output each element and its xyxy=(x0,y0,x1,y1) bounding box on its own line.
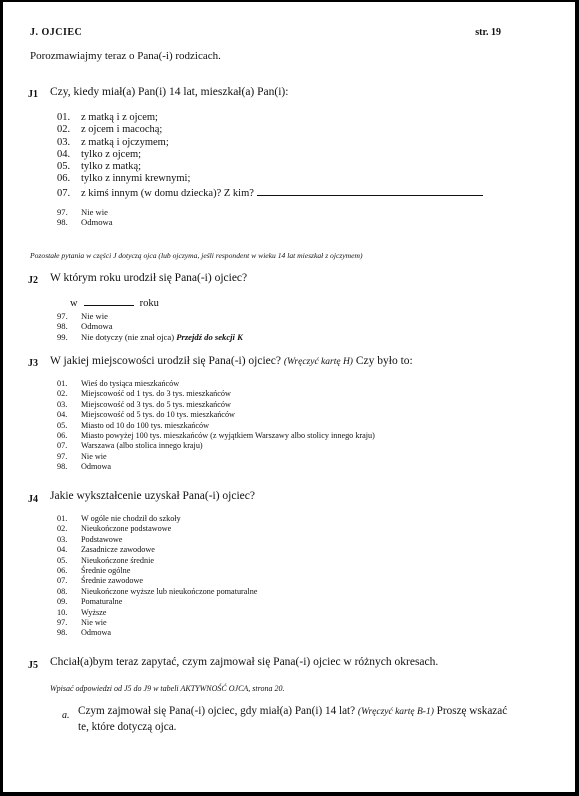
scan-edge-bottom xyxy=(0,792,579,796)
question-code-j5: J5 xyxy=(28,660,38,671)
question-code-j3: J3 xyxy=(28,358,38,369)
question-text-j5: Chciał(a)bym teraz zapytać, czym zajmował się Pana(-i) ojciec w różnych okresach. xyxy=(50,656,439,668)
option-list-j2 xyxy=(57,311,243,342)
list-item: 04. tylko z ojcem; xyxy=(57,148,142,160)
question-text-j2: W którym roku urodził się Pana(-i) ojciec? xyxy=(50,272,248,284)
list-item: 03. Podstawowe xyxy=(57,534,123,544)
scan-edge-right xyxy=(575,0,579,796)
list-item: 07. Średnie zawodowe xyxy=(57,576,144,586)
list-item: 04. Zasadnicze zawodowe xyxy=(57,545,155,555)
intro-text: Porozmawiajmy teraz o Pana(-i) rodzicach. xyxy=(30,50,221,62)
list-item: 06. Miasto powyżej 100 tys. mieszkańców (z wyjątkiem Warszawy albo stolicy innego kraju) xyxy=(57,431,375,441)
question-code-j1: J1 xyxy=(28,89,38,100)
list-item: 10. Wyższe xyxy=(57,607,107,617)
list-item: 97. Nie wie xyxy=(57,311,108,321)
question-text-j3: W jakiej miejscowości urodził się Pana(-i) ojciec? (Wręczyć kartę H) Czy było to: xyxy=(50,355,413,367)
sub-question-text: Czym zajmował się Pana(-i) ojciec, gdy miał(a) Pan(i) 14 lat? (Wręczyć kartę B-1) Proszę wskazać te, które dotyczą ojca. xyxy=(78,705,508,733)
list-item: 98. Odmowa xyxy=(57,321,113,332)
year-answer-line: w roku xyxy=(70,298,159,309)
instruction-note-j5: Wpisać odpowiedzi od J5 do J9 w tabeli AKTYWNOŚĆ OJCA, strona 20. xyxy=(50,684,285,693)
list-item: 98. Odmowa xyxy=(57,628,112,638)
list-item: 08. Nieukończone wyższe lub nieukończone pomaturalne xyxy=(57,586,258,596)
list-item: 97. Nie wie xyxy=(57,207,108,217)
list-item: 01. z matką i z ojcem; xyxy=(57,112,158,123)
list-item: 02. Miejscowość od 1 tys. do 3 tys. mieszkańców xyxy=(57,389,231,399)
list-item: 04. Miejscowość od 5 tys. do 10 tys. mieszkańców xyxy=(57,410,235,420)
list-item: 06. tylko z innymi krewnymi; xyxy=(57,173,191,185)
list-item: 98. Odmowa xyxy=(57,462,112,472)
list-item: 03. z matką i ojczymem; xyxy=(57,136,169,148)
list-item: 05. tylko z matką; xyxy=(57,161,142,173)
sub-question-letter: a. xyxy=(62,710,70,721)
list-item: 97. Nie wie xyxy=(57,618,107,628)
list-item: 06. Średnie ogólne xyxy=(57,566,131,576)
scan-edge-top xyxy=(0,0,579,2)
option-list-j4 xyxy=(57,514,257,639)
list-item: 98. Odmowa xyxy=(57,217,113,228)
option-list-j3 xyxy=(57,379,375,473)
option-list-j1-extra xyxy=(57,207,113,228)
question-text-j4: Jakie wykształcenie uzyskał Pana(-i) ojciec? xyxy=(50,490,255,502)
scan-edge-left xyxy=(0,0,3,796)
question-code-j4: J4 xyxy=(28,494,38,505)
question-code-j2: J2 xyxy=(28,275,38,286)
question-text-j1: Czy, kiedy miał(a) Pan(i) 14 lat, mieszkał(a) Pan(i): xyxy=(50,86,289,98)
list-item: 99. Nie dotyczy (nie znał ojca) Przejdź do sekcji K xyxy=(57,331,243,342)
list-item: 07. z kimś innym (w domu dziecka)? Z kim? xyxy=(57,186,483,200)
list-item: 02. Nieukończone podstawowe xyxy=(57,524,172,534)
list-item: 02. z ojcem i macochą; xyxy=(57,124,163,136)
year-blank[interactable] xyxy=(84,296,134,306)
answer-blank-line[interactable] xyxy=(257,186,483,196)
list-item: 01. W ogóle nie chodził do szkoły xyxy=(57,514,181,523)
list-item: 05. Miasto od 10 do 100 tys. mieszkańców xyxy=(57,420,210,430)
page-number: str. 19 xyxy=(475,27,501,38)
instruction-note: Pozostałe pytania w części J dotyczą ojca (lub ojczyma, jeśli respondent w wieku 14 lat mieszkał z ojczymem) xyxy=(30,251,363,260)
list-item: 09. Pomaturalne xyxy=(57,597,123,607)
option-list-j1 xyxy=(57,112,483,200)
list-item: 01. Wieś do tysiąca mieszkańców xyxy=(57,379,180,388)
section-header: J. OJCIEC xyxy=(30,27,83,38)
list-item: 03. Miejscowość od 3 tys. do 5 tys. mieszkańców xyxy=(57,399,231,409)
list-item: 97. Nie wie xyxy=(57,451,107,461)
list-item: 05. Nieukończone średnie xyxy=(57,555,154,565)
list-item: 07. Warszawa (albo stolica innego kraju) xyxy=(57,441,203,451)
